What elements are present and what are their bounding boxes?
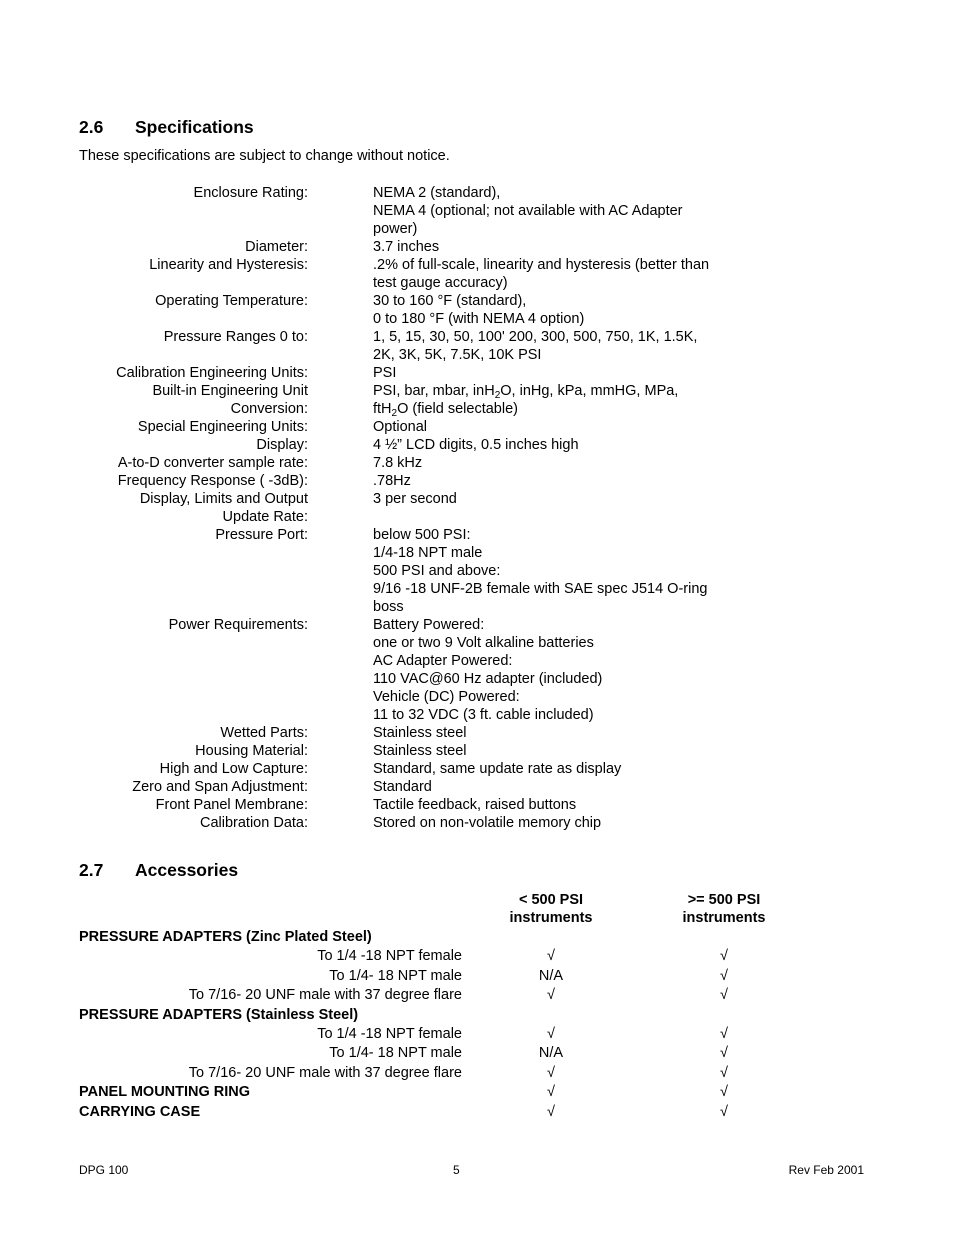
spec-label: Enclosure Rating: — [193, 185, 308, 201]
spec-value: below 500 PSI: 1/4-18 NPT male 500 PSI and above: 9/16 -18 UNF-2B female with SAE spec J514 O-ring boss — [373, 527, 708, 615]
spec-row — [79, 364, 779, 382]
spec-value: Stainless steel — [373, 725, 467, 741]
spec-value: 4 ½” LCD digits, 0.5 inches high — [373, 437, 579, 453]
accessory-item-row — [79, 986, 839, 1005]
spec-row — [79, 778, 779, 796]
spec-row — [79, 724, 779, 742]
availability-500-and-above: √ — [720, 1064, 728, 1081]
availability-500-and-above: √ — [720, 1084, 728, 1101]
spec-label: Pressure Ranges 0 to: — [163, 329, 308, 345]
availability-500-and-above: √ — [720, 967, 728, 984]
spec-row — [79, 292, 779, 328]
accessory-group-title: PRESSURE ADAPTERS (Stainless Steel) — [79, 1006, 359, 1023]
spec-label: Calibration Engineering Units: — [116, 365, 308, 381]
spec-value: Standard, same update rate as display — [373, 761, 622, 777]
spec-value: PSI, bar, mbar, inH$_2$O, inHg, kPa, mmHG, MPa, ftH$_2$O (field selectable) — [373, 383, 679, 419]
section-number: 2.7 — [79, 860, 104, 880]
spec-value: 7.8 kHz — [373, 455, 423, 471]
column-header-line: < 500 PSI — [518, 892, 584, 908]
accessory-item-row — [79, 1064, 839, 1083]
spec-label: Built-in Engineering Unit Conversion: — [152, 383, 308, 417]
accessory-item-row — [79, 967, 839, 986]
spec-label: Housing Material: — [195, 743, 308, 759]
spec-label: Linearity and Hysteresis: — [149, 257, 308, 273]
spec-label: Wetted Parts: — [220, 725, 308, 741]
availability-500-and-above: √ — [720, 1025, 728, 1042]
spec-value: NEMA 2 (standard), NEMA 4 (optional; not available with AC Adapter power) — [373, 185, 683, 237]
spec-value: Battery Powered: one or two 9 Volt alkaline batteries AC Adapter Powered: 110 VAC@60 Hz adapter (included) Vehicle (DC) Powered: 11 to 32 VDC (3 ft. cable included) — [373, 617, 603, 723]
availability-below-500: √ — [547, 1084, 555, 1101]
section-title: Accessories — [135, 860, 239, 880]
spec-row — [79, 454, 779, 472]
spec-row — [79, 526, 779, 616]
accessory-column-header-below-500 — [486, 891, 616, 927]
availability-below-500: N/A — [538, 1045, 564, 1062]
accessory-group-row — [79, 1083, 839, 1102]
spec-row — [79, 472, 779, 490]
spec-row — [79, 814, 779, 832]
availability-below-500: √ — [547, 987, 555, 1004]
accessories-table — [79, 928, 839, 1122]
accessory-item-row — [79, 947, 839, 966]
spec-label: Zero and Span Adjustment: — [132, 779, 308, 795]
accessory-group-row — [79, 1103, 839, 1122]
availability-500-and-above: √ — [720, 1045, 728, 1062]
spec-label: Display: — [256, 437, 308, 453]
section-heading-specifications — [79, 117, 254, 138]
column-header-line: instruments — [682, 910, 766, 926]
availability-below-500: √ — [547, 948, 555, 965]
accessory-item-name: To 1/4- 18 NPT male — [329, 967, 462, 984]
spec-row — [79, 742, 779, 760]
accessory-group-title: PRESSURE ADAPTERS (Zinc Plated Steel) — [79, 929, 372, 945]
footer-page-number: 5 — [453, 1163, 460, 1177]
column-header-line: instruments — [509, 910, 593, 926]
spec-row — [79, 490, 779, 526]
spec-value: .78Hz — [373, 473, 411, 489]
spec-row — [79, 382, 779, 418]
specifications-table — [79, 184, 779, 832]
section-title: Specifications — [135, 117, 254, 137]
spec-value: 1, 5, 15, 30, 50, 100' 200, 300, 500, 750, 1K, 1.5K, 2K, 3K, 5K, 7.5K, 10K PSI — [373, 329, 698, 363]
spec-value: Tactile feedback, raised buttons — [373, 797, 577, 813]
spec-value: Standard — [373, 779, 432, 795]
spec-value: PSI — [373, 365, 397, 381]
spec-value: Stored on non-volatile memory chip — [373, 815, 602, 831]
spec-label: Operating Temperature: — [155, 293, 308, 309]
spec-row — [79, 184, 779, 238]
spec-row — [79, 418, 779, 436]
accessory-group-row — [79, 1006, 839, 1025]
accessory-item-name: To 1/4 -18 NPT female — [317, 948, 462, 965]
availability-below-500: √ — [547, 1025, 555, 1042]
spec-row — [79, 238, 779, 256]
column-header-line: >= 500 PSI — [687, 892, 761, 908]
accessory-group-row — [79, 928, 839, 947]
accessory-item-name: To 1/4 -18 NPT female — [317, 1025, 462, 1042]
spec-label: Special Engineering Units: — [137, 419, 308, 435]
spec-row — [79, 328, 779, 364]
disclaimer-note: These specifications are subject to change without notice. — [79, 148, 450, 164]
spec-label: Calibration Data: — [200, 815, 308, 831]
spec-label: Pressure Port: — [215, 527, 308, 543]
accessory-item-name: To 1/4- 18 NPT male — [329, 1045, 462, 1062]
spec-value: 30 to 160 °F (standard), 0 to 180 °F (with NEMA 4 option) — [373, 293, 585, 327]
spec-row — [79, 436, 779, 454]
accessory-group-title: PANEL MOUNTING RING — [79, 1084, 251, 1101]
accessory-item-name: To 7/16- 20 UNF male with 37 degree flare — [188, 987, 462, 1004]
spec-label: High and Low Capture: — [159, 761, 308, 777]
spec-label: Front Panel Membrane: — [155, 797, 308, 813]
footer-revision: Rev Feb 2001 — [788, 1163, 864, 1177]
accessory-item-row — [79, 1025, 839, 1044]
availability-below-500: N/A — [538, 967, 564, 984]
spec-value: Stainless steel — [373, 743, 467, 759]
footer-document-id: DPG 100 — [79, 1163, 129, 1177]
availability-500-and-above: √ — [720, 948, 728, 965]
spec-row — [79, 796, 779, 814]
spec-row — [79, 256, 779, 292]
spec-label: Display, Limits and Output Update Rate: — [139, 491, 308, 525]
spec-value: Optional — [373, 419, 428, 435]
spec-value: 3.7 inches — [373, 239, 440, 255]
spec-row — [79, 760, 779, 778]
availability-500-and-above: √ — [720, 987, 728, 1004]
spec-label: Power Requirements: — [168, 617, 308, 633]
availability-below-500: √ — [547, 1064, 555, 1081]
section-number: 2.6 — [79, 117, 104, 137]
spec-label: Frequency Response ( -3dB): — [117, 473, 308, 489]
spec-value: .2% of full-scale, linearity and hysteresis (better than test gauge accuracy) — [373, 257, 710, 291]
accessory-column-header-500-and-above — [659, 891, 789, 927]
spec-label: Diameter: — [245, 239, 308, 255]
availability-500-and-above: √ — [720, 1103, 728, 1120]
spec-value: 3 per second — [373, 491, 457, 507]
accessory-item-row — [79, 1044, 839, 1063]
availability-below-500: √ — [547, 1103, 555, 1120]
spec-row — [79, 616, 779, 724]
section-heading-accessories — [79, 860, 238, 881]
accessory-item-name: To 7/16- 20 UNF male with 37 degree flare — [188, 1064, 462, 1081]
spec-label: A-to-D converter sample rate: — [117, 455, 308, 471]
accessory-group-title: CARRYING CASE — [79, 1103, 201, 1120]
